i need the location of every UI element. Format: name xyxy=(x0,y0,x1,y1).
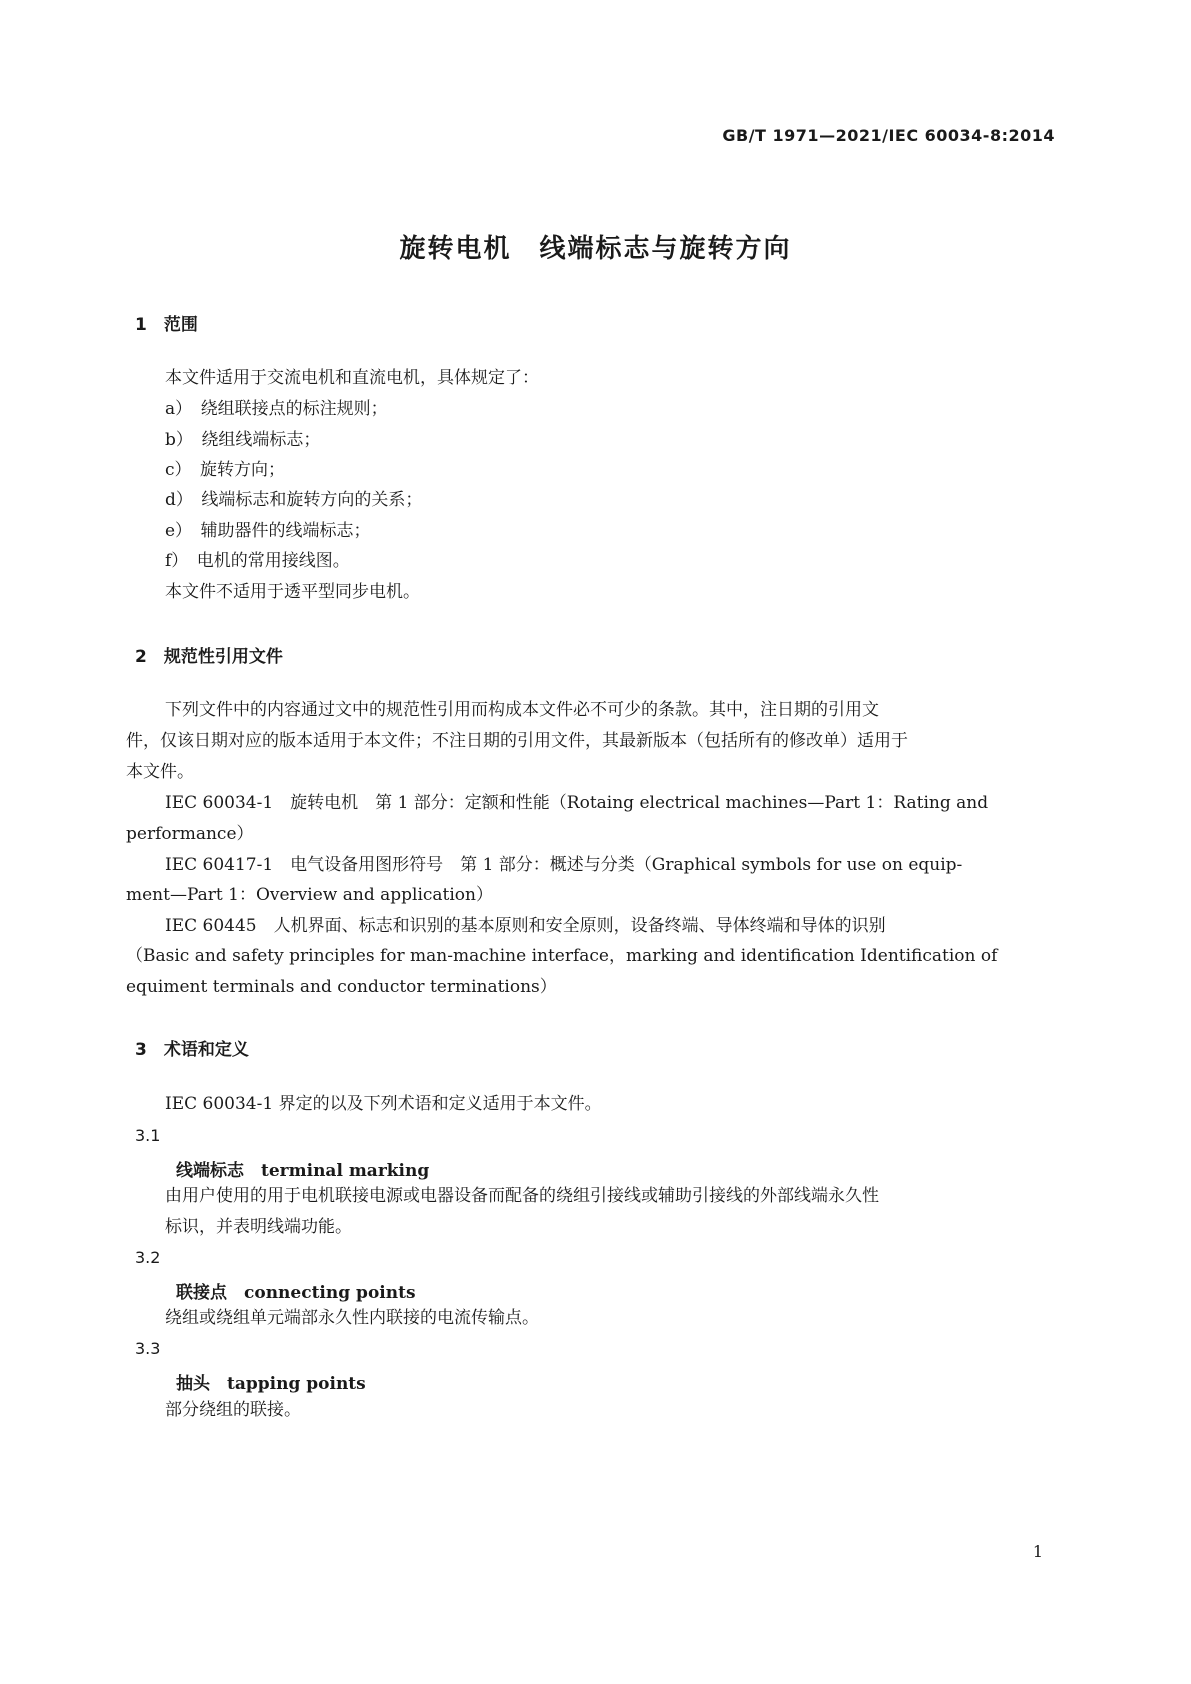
section-3-intro: IEC 60034-1 界定的以及下列术语和定义适用于本文件。 xyxy=(165,1094,602,1114)
reference-2-line-1: IEC 60417-1 电气设备用图形符号 第 1 部分：概述与分类（Graphical symbols for use on equip- xyxy=(165,855,963,875)
section-1-intro: 本文件适用于交流电机和直流电机，具体规定了： xyxy=(165,368,539,388)
term-title-tapping-points: 抽头 tapping points xyxy=(176,1374,366,1394)
reference-1-line-2: performance） xyxy=(126,824,254,844)
reference-1-line-1: IEC 60034-1 旋转电机 第 1 部分：定额和性能（Rotaing electrical machines—Part 1：Rating and xyxy=(165,793,989,813)
document-title: 旋转电机 线端标志与旋转方向 xyxy=(399,234,792,264)
reference-2-line-2: ment—Part 1：Overview and application） xyxy=(126,885,493,905)
standard-code: GB/T 1971—2021/IEC 60034-8:2014 xyxy=(722,126,1055,145)
page-number: 1 xyxy=(1032,1542,1043,1561)
term-title-connecting-points: 联接点 connecting points xyxy=(176,1283,416,1303)
reference-3-line-3: equiment terminals and conductor terminations） xyxy=(126,977,557,997)
scope-item-e: e） 辅助器件的线端标志； xyxy=(165,521,371,541)
normative-para-line-3: 本文件。 xyxy=(126,762,194,782)
term-number-3-2: 3.2 xyxy=(135,1248,161,1267)
term-definition-3-1-line-2: 标识，并表明线端功能。 xyxy=(165,1217,352,1237)
term-title-terminal-marking: 线端标志 terminal marking xyxy=(176,1161,430,1181)
scope-item-b: b） 绕组线端标志； xyxy=(165,430,321,450)
scope-item-c: c） 旋转方向； xyxy=(165,460,286,480)
term-definition-3-3: 部分绕组的联接。 xyxy=(165,1400,301,1420)
term-number-3-3: 3.3 xyxy=(135,1339,161,1358)
normative-para-line-1: 下列文件中的内容通过文中的规范性引用而构成本文件必不可少的条款。其中，注日期的引用文 xyxy=(165,700,879,720)
term-definition-3-2: 绕组或绕组单元端部永久性内联接的电流传输点。 xyxy=(165,1308,539,1328)
scope-item-a: a） 绕组联接点的标注规则； xyxy=(165,399,388,419)
section-1-heading: 1 范围 xyxy=(135,315,198,335)
scope-item-f: f） 电机的常用接线图。 xyxy=(165,551,350,571)
section-3-heading: 3 术语和定义 xyxy=(135,1040,249,1060)
normative-para-line-2: 件，仅该日期对应的版本适用于本文件；不注日期的引用文件，其最新版本（包括所有的修改单）适用于 xyxy=(126,731,908,751)
reference-3-line-1: IEC 60445 人机界面、标志和识别的基本原则和安全原则，设备终端、导体终端和导体的识别 xyxy=(165,916,886,936)
section-2-heading: 2 规范性引用文件 xyxy=(135,647,283,667)
reference-3-line-2: （Basic and safety principles for man-machine interface，marking and identification Identification of xyxy=(126,946,998,966)
term-definition-3-1-line-1: 由用户使用的用于电机联接电源或电器设备而配备的绕组引接线或辅助引接线的外部线端永久性 xyxy=(165,1186,879,1206)
scope-exclusion: 本文件不适用于透平型同步电机。 xyxy=(165,582,420,602)
scope-item-d: d） 线端标志和旋转方向的关系； xyxy=(165,490,423,510)
term-number-3-1: 3.1 xyxy=(135,1126,161,1145)
